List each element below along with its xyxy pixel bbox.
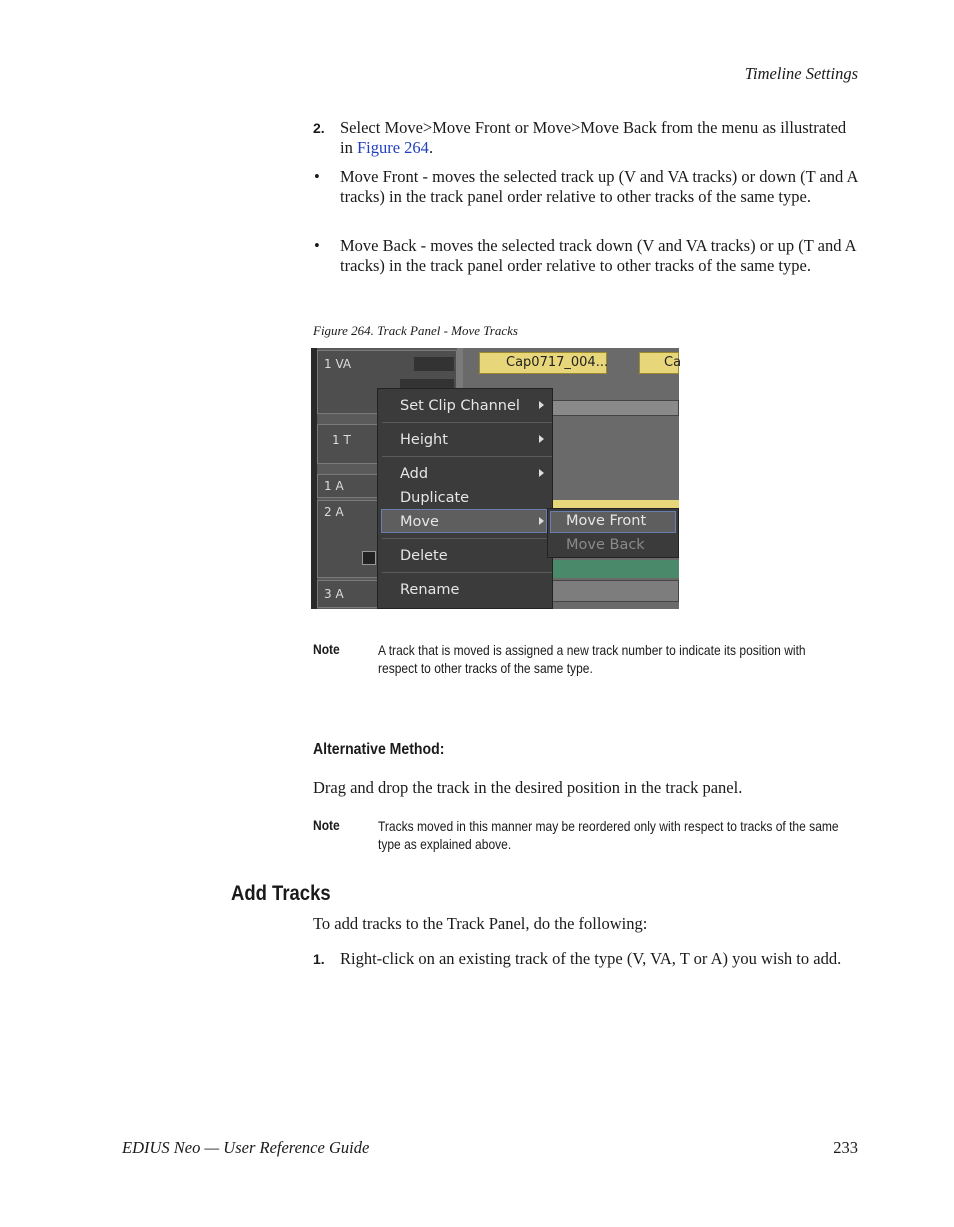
move-submenu: [547, 508, 679, 558]
step-1-text: Right-click on an existing track of the type (V, VA, T or A) you wish to add.: [340, 949, 842, 968]
chevron-right-icon: [539, 401, 544, 409]
chevron-right-icon: [539, 469, 544, 477]
note-text: Tracks moved in this manner may be reordered only with respect to tracks of the same type as explained above.: [378, 818, 839, 852]
track-header-1t[interactable]: 1 T: [317, 424, 457, 464]
bullet-move-back: Move Back - moves the selected track down (V and VA tracks) or up (T and A tracks) in the track panel order relative to other tracks of the same type.: [340, 236, 856, 275]
track-header-3a[interactable]: 3 A: [317, 580, 457, 608]
footer-guide-title: EDIUS Neo — User Reference Guide: [122, 1138, 370, 1157]
running-header: Timeline Settings: [744, 64, 858, 83]
menu-item-height[interactable]: Height: [400, 432, 448, 448]
menu-item-delete[interactable]: Delete: [400, 548, 448, 564]
step-number: 2.: [313, 120, 325, 136]
page-number: 233: [833, 1138, 858, 1157]
context-menu: [377, 388, 553, 609]
alternative-method-heading: Alternative Method:: [313, 741, 445, 758]
link-icon: [362, 551, 376, 565]
add-tracks-heading: Add Tracks: [231, 882, 331, 905]
alternative-method-text: Drag and drop the track in the desired position in the track panel.: [313, 778, 743, 797]
clip-cap0717[interactable]: Cap0717_004...: [479, 352, 607, 374]
bullet-marker: •: [314, 236, 320, 255]
bullet-move-front: Move Front - moves the selected track up (V and VA tracks) or down (T and A tracks) in the track panel order relative to other tracks of the same type.: [340, 167, 858, 206]
menu-item-rename[interactable]: Rename: [400, 582, 460, 598]
note-text: A track that is moved is assigned a new track number to indicate its position with respect to other tracks of the same type.: [378, 642, 806, 676]
bullet-marker: •: [314, 167, 320, 186]
note-label: Note: [313, 817, 340, 833]
step-2-text: Select Move>Move Front or Move>Move Back from the menu as illustrated in Figure 264.: [340, 118, 847, 157]
track-panel-screenshot: [311, 348, 682, 609]
note-label: Note: [313, 641, 340, 657]
figure-caption: Figure 264. Track Panel - Move Tracks: [313, 323, 518, 338]
menu-item-move-back[interactable]: Move Back: [566, 537, 645, 553]
step-number: 1.: [313, 951, 325, 967]
chevron-right-icon: [539, 435, 544, 443]
menu-item-add[interactable]: Add: [400, 466, 429, 482]
lock-icon: [414, 357, 454, 371]
track-header-1a[interactable]: 1 A: [317, 474, 457, 498]
chevron-right-icon: [539, 517, 544, 525]
add-tracks-intro: To add tracks to the Track Panel, do the following:: [313, 914, 648, 933]
menu-item-move-front[interactable]: Move Front: [566, 513, 647, 529]
clip-ca[interactable]: Ca: [639, 352, 679, 374]
menu-item-duplicate[interactable]: Duplicate: [400, 490, 470, 506]
track-header-1va[interactable]: 1 VA: [317, 350, 457, 414]
menu-item-set-clip-channel[interactable]: Set Clip Channel: [400, 398, 520, 414]
figure-264-link[interactable]: Figure 264: [356, 138, 429, 157]
menu-item-move[interactable]: Move: [400, 514, 439, 530]
track-header-2a[interactable]: 2 A: [317, 500, 457, 578]
